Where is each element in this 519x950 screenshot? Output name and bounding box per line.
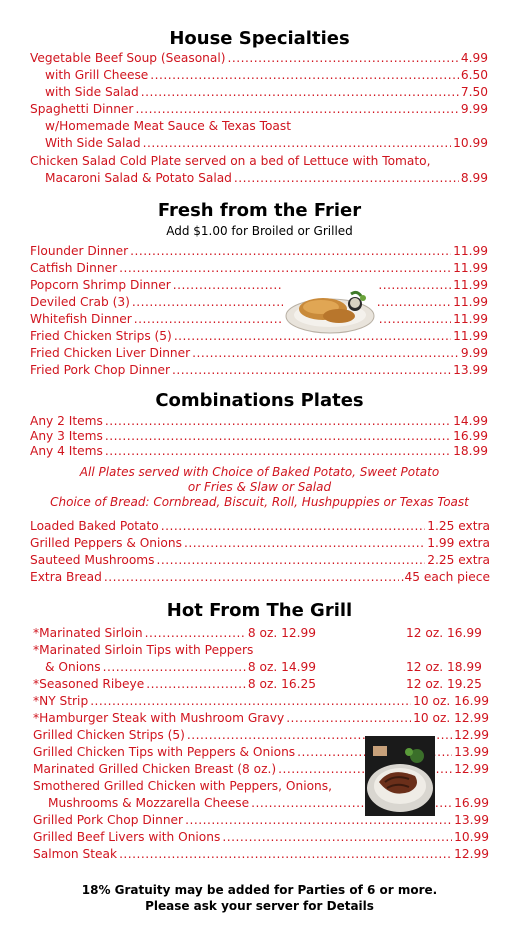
item-price-8oz: 8 oz. 12.99 xyxy=(247,626,316,640)
menu-item-seasoned-ribeye xyxy=(33,676,316,692)
menu-item-salmon-steak xyxy=(33,846,489,862)
frier-title: Fresh from the Frier xyxy=(157,200,362,221)
combo-note-bread: Choice of Bread: Cornbread, Biscuit, Roll, Hushpuppies or Texas Toast xyxy=(50,495,469,509)
extra-loaded-baked-potato xyxy=(30,518,490,534)
menu-item-ny-strip xyxy=(33,693,489,709)
menu-item-spaghetti-side-salad xyxy=(45,135,488,151)
menu-item-deviled-crab xyxy=(30,294,488,310)
item-name: Grilled Peppers & Onions xyxy=(30,536,182,550)
menu-item-any-2 xyxy=(30,413,488,429)
item-name: Spaghetti Dinner xyxy=(30,102,134,116)
item-name: Grilled Chicken Tips with Peppers & Onions xyxy=(33,745,296,759)
menu-item-fried-pork-chop xyxy=(30,362,488,378)
item-name: with Side Salad xyxy=(45,85,139,99)
item-name: & Onions xyxy=(45,660,101,674)
item-price-12oz: 12 oz. 16.99 xyxy=(406,626,482,640)
leader-dots xyxy=(228,50,459,66)
menu-item-any-3 xyxy=(30,428,488,444)
leader-dots xyxy=(105,413,451,429)
menu-item-chicken-salad-plate xyxy=(45,170,488,186)
combo-note-sides-2: or Fries & Slaw or Salad xyxy=(187,480,332,494)
item-price: .45 each piece xyxy=(400,570,490,584)
menu-item-vegetable-beef-soup xyxy=(30,50,488,66)
grill-title: Hot From The Grill xyxy=(166,600,353,621)
leader-dots xyxy=(105,443,451,459)
leader-dots xyxy=(157,552,426,568)
item-price: 8.99 xyxy=(460,171,488,185)
extra-sauteed-mushrooms xyxy=(30,552,490,568)
leader-dots xyxy=(119,260,451,276)
combo-note-sides: All Plates served with Choice of Baked Potato, Sweet Potato xyxy=(79,465,440,479)
item-name: With Side Salad xyxy=(45,136,141,150)
item-price: 4.99 xyxy=(460,51,488,65)
item-name: Grilled Beef Livers with Onions xyxy=(33,830,221,844)
item-price-10oz: 10 oz. 12.99 xyxy=(413,711,489,725)
grilled-steak-plate-image xyxy=(365,736,435,816)
menu-item-marinated-sirloin xyxy=(33,625,316,641)
item-price: 9.99 xyxy=(460,102,488,116)
item-name: Vegetable Beef Soup (Seasonal) xyxy=(30,51,226,65)
item-price: 13.99 xyxy=(453,363,488,377)
item-name: Deviled Crab (3) xyxy=(30,295,130,309)
gratuity-note: 18% Gratuity may be added for Parties of 6 or more. xyxy=(81,883,438,897)
leader-dots xyxy=(172,362,451,378)
menu-item-popcorn-shrimp xyxy=(30,277,488,293)
item-description: Chicken Salad Cold Plate served on a bed of Lettuce with Tomato, xyxy=(30,154,431,168)
item-name: Macaroni Salad & Potato Salad xyxy=(45,171,232,185)
item-name: *Hamburger Steak with Mushroom Gravy xyxy=(33,711,285,725)
leader-dots xyxy=(150,67,459,83)
item-price: 13.99 xyxy=(454,745,489,759)
leader-dots xyxy=(103,659,246,675)
item-price: 16.99 xyxy=(453,429,488,443)
item-name: Any 3 Items xyxy=(30,429,103,443)
item-price: 11.99 xyxy=(453,329,488,343)
item-price-12oz: 12 oz. 19.25 xyxy=(406,677,482,691)
item-name: Loaded Baked Potato xyxy=(30,519,159,533)
item-name: Whitefish Dinner xyxy=(30,312,132,326)
menu-item-catfish xyxy=(30,260,488,276)
item-name: Popcorn Shrimp Dinner xyxy=(30,278,171,292)
item-name: with Grill Cheese xyxy=(45,68,149,82)
item-price: 18.99 xyxy=(453,444,488,458)
fried-fish-plate-image xyxy=(283,276,377,338)
menu-item-sirloin-tips-onions xyxy=(45,659,316,675)
leader-dots xyxy=(222,829,452,845)
leader-dots xyxy=(146,676,246,692)
item-name: Fried Chicken Strips (5) xyxy=(30,329,172,343)
item-price: 11.99 xyxy=(453,312,488,326)
item-price: 11.99 xyxy=(453,261,488,275)
menu-item-with-grill-cheese xyxy=(45,67,488,83)
item-price: 10.99 xyxy=(454,830,489,844)
item-price: 13.99 xyxy=(454,813,489,827)
item-price: 16.99 xyxy=(454,796,489,810)
menu-item-spaghetti-dinner xyxy=(30,101,488,117)
item-price: 2.25 extra xyxy=(427,553,490,567)
item-price-8oz: 8 oz. 14.99 xyxy=(247,660,316,674)
item-name: Grilled Pork Chop Dinner xyxy=(33,813,184,827)
menu-item-flounder xyxy=(30,243,488,259)
item-name: Fried Chicken Liver Dinner xyxy=(30,346,191,360)
menu-item-fried-chicken-strips xyxy=(30,328,488,344)
item-name: *Seasoned Ribeye xyxy=(33,677,145,691)
frier-subtitle: Add $1.00 for Broiled or Grilled xyxy=(166,224,353,238)
leader-dots xyxy=(234,170,459,186)
menu-item-any-4 xyxy=(30,443,488,459)
house-specialties-title: House Specialties xyxy=(169,28,350,49)
leader-dots xyxy=(135,101,458,117)
item-price: 11.99 xyxy=(453,244,488,258)
item-price: 12.99 xyxy=(454,847,489,861)
menu-item-hamburger-steak xyxy=(33,710,489,726)
leader-dots xyxy=(143,135,452,151)
item-price: 14.99 xyxy=(453,414,488,428)
extra-bread xyxy=(30,569,490,585)
item-name: Sauteed Mushrooms xyxy=(30,553,155,567)
item-price: 10.99 xyxy=(453,136,488,150)
server-note: Please ask your server for Details xyxy=(145,899,374,913)
leader-dots xyxy=(104,569,399,585)
item-price: 12.99 xyxy=(454,728,489,742)
item-name: Mushrooms & Mozzarella Cheese xyxy=(48,796,250,810)
item-name: Grilled Chicken Strips (5) xyxy=(33,728,185,742)
item-name: *Marinated Sirloin xyxy=(33,626,143,640)
combinations-title: Combinations Plates xyxy=(155,390,364,411)
item-name: Salmon Steak xyxy=(33,847,118,861)
item-price: 9.99 xyxy=(460,346,488,360)
leader-dots xyxy=(90,693,411,709)
item-price: 1.99 extra xyxy=(427,536,490,550)
menu-item-smothered-chicken: Smothered Grilled Chicken with Peppers, Onions, xyxy=(33,779,333,793)
leader-dots xyxy=(105,428,451,444)
item-name: Fried Pork Chop Dinner xyxy=(30,363,170,377)
leader-dots xyxy=(192,345,459,361)
item-price: 12.99 xyxy=(454,762,489,776)
menu-item-whitefish xyxy=(30,311,488,327)
leader-dots xyxy=(161,518,425,534)
item-price: 7.50 xyxy=(460,85,488,99)
item-price: 1.25 extra xyxy=(427,519,490,533)
leader-dots xyxy=(145,625,246,641)
item-name: Marinated Grilled Chicken Breast (8 oz.) xyxy=(33,762,277,776)
item-name: Catfish Dinner xyxy=(30,261,118,275)
item-name: Any 4 Items xyxy=(30,444,103,458)
menu-item-grilled-beef-livers xyxy=(33,829,489,845)
item-name: *NY Strip xyxy=(33,694,89,708)
menu-item-with-side-salad xyxy=(45,84,488,100)
item-price-10oz: 10 oz. 16.99 xyxy=(413,694,489,708)
leader-dots xyxy=(184,535,425,551)
item-name: Extra Bread xyxy=(30,570,102,584)
item-description: w/Homemade Meat Sauce & Texas Toast xyxy=(45,119,292,133)
item-price: 11.99 xyxy=(453,278,488,292)
menu-item-sirloin-tips: *Marinated Sirloin Tips with Peppers xyxy=(33,643,254,657)
extra-grilled-peppers-onions xyxy=(30,535,490,551)
item-price: 11.99 xyxy=(453,295,488,309)
item-price: 6.50 xyxy=(460,68,488,82)
item-price-8oz: 8 oz. 16.25 xyxy=(247,677,316,691)
item-name: Any 2 Items xyxy=(30,414,103,428)
item-name: Flounder Dinner xyxy=(30,244,129,258)
leader-dots xyxy=(286,710,411,726)
leader-dots xyxy=(119,846,452,862)
leader-dots xyxy=(130,243,451,259)
leader-dots xyxy=(141,84,459,100)
menu-item-fried-chicken-liver xyxy=(30,345,488,361)
item-price-12oz: 12 oz. 18.99 xyxy=(406,660,482,674)
